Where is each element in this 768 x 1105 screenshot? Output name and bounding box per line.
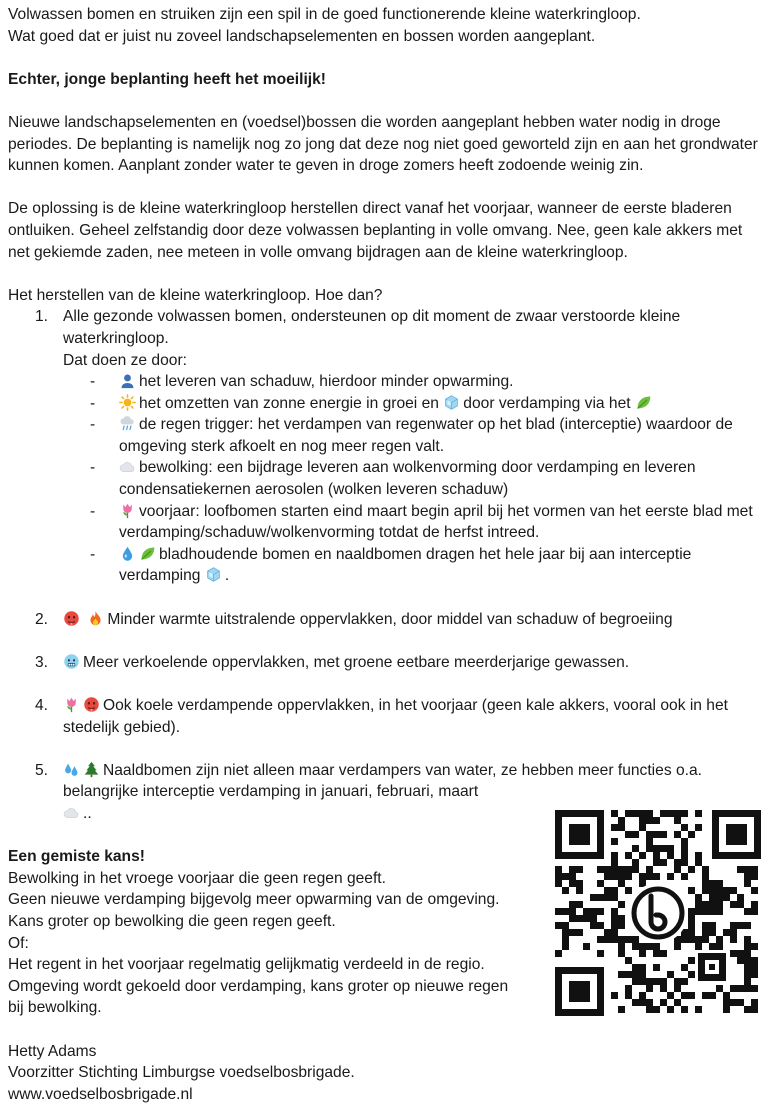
missed-line: Bewolking in het vroege voorjaar die geen regen geeft. [8, 869, 386, 887]
intro-line-1: Volwassen bomen en struiken zijn een spil in de goed functionerende kleine waterkringloop. [8, 6, 641, 23]
fire-icon [87, 610, 104, 627]
missed-line: Het regent in het voorjaar regelmatig gelijkmatig verdeeld in de regio. [8, 956, 485, 974]
sub-list-item: - het omzetten van zonne energie in groei en door verdamping via het [63, 393, 760, 415]
missed-line: Geen nieuwe verdamping bijgevolg meer opwarming van de omgeving. [8, 891, 500, 909]
missed-line: Of: [8, 934, 29, 952]
list-item [8, 609, 760, 652]
sub-item-text: voorjaar: loofbomen starten eind maart begin april bij het vormen van het eerste blad met verdamping/schaduw/wolkenvorming totdat de herfst intreed. [119, 502, 753, 542]
list-number: 2. [35, 610, 49, 628]
sub-item-text: het omzetten van zonne energie in groei en [139, 394, 439, 412]
list-item [8, 695, 760, 760]
missed-chance-section [8, 846, 538, 1105]
signature-role: Voorzitter Stichting Limburgse voedselbosbrigade. [8, 1064, 355, 1082]
list-item-text: Naaldbomen zijn niet alleen maar verdampers van water, ze hebben meer functies o.a. belangrijke interceptie verdamping in januari, februari, maart [63, 761, 702, 801]
sub-list-item: - bladhoudende bomen en naaldbomen dragen het hele jaar bij aan interceptie verdamping . [90, 545, 692, 585]
sun-icon [119, 394, 136, 411]
list-item-text: Minder warmte uitstralende oppervlakken, door middel van schaduw of begroeiing [107, 610, 673, 628]
qr-code-graphic [555, 810, 761, 1016]
qr-code[interactable] [555, 810, 761, 1016]
sub-list-item: - bewolking: een bijdrage leveren aan wolkenvorming door verdamping en leveren condensatiekernen aerosolen (wolken leveren schaduw) [90, 459, 696, 499]
list-subintro: Dat doen ze door: [63, 351, 187, 369]
list-number: 4. [35, 697, 49, 714]
sub-list-item: - de regen trigger: het verdampen van regenwater op het blad (interceptie) waardoor de omgeving sterk afkoelt en nog meer regen valt. [90, 416, 733, 455]
tulip-icon [119, 502, 136, 519]
list-number: 5. [35, 761, 49, 779]
missed-line: Kans groter op bewolking die geen regen geeft. [8, 912, 336, 930]
cloud-icon [119, 458, 136, 475]
sub-list-item: - het leveren van schaduw, hierdoor minder opwarming. [90, 373, 514, 391]
intro-line-2: Wat goed dat er juist nu zoveel landschapselementen en bossen worden aangeplant. [8, 27, 596, 45]
rain-cloud-icon [119, 415, 136, 432]
hot-face-icon [63, 610, 80, 627]
list-item: 5. Naaldbomen zijn niet alleen maar verdampers van water, ze hebben meer functies o.a. belangrijke interceptie verdamping in januari, februari, maart .. [35, 761, 702, 822]
missed-chance-heading: Een gemiste kans! [8, 848, 145, 866]
warning-heading: Echter, jonge beplanting heeft het moeilijk! [8, 70, 326, 88]
paragraph-jonge-beplanting: Nieuwe landschapselementen en (voedsel)bossen die worden aangeplant hebben water nodig in droge periodes. De beplanting is namelijk nog zo jong dat deze nog niet goed geworteld zijn en aan het grondwater kunnen komen. Aanplant zonder water te geven in droge zomers heeft zodoende weinig zin. [8, 113, 758, 175]
paragraph-oplossing: De oplossing is de kleine waterkringloop herstellen direct vanaf het voorjaar, wanneer de eerste bladeren ontluiken. Geheel zelfstandig door deze volwassen beplanting in volle omvang. Nee, geen kale akkers met net gekiemde zaden, nee meteen in volle omvang bijdragen aan de kleine waterkringloop. [8, 200, 743, 261]
signature-name: Hetty Adams [8, 1042, 97, 1060]
list-item-text: Alle gezonde volwassen bomen, ondersteunen op dit moment de zwaar verstoorde kleine waterkringloop. [63, 308, 681, 347]
sub-list-item: - voorjaar: loofbomen starten eind maart begin april bij het vormen van het eerste blad met verdamping/schaduw/wolkenvorming totdat de herfst intreed. [90, 502, 753, 542]
sub-item-text: bladhoudende bomen en naaldbomen dragen het hele jaar bij aan interceptie verdamping [119, 545, 692, 585]
website-link[interactable]: www.voedselbosbrigade.nl [8, 1085, 193, 1103]
cold-face-icon [63, 653, 80, 670]
ice-cube-icon [443, 394, 460, 411]
tulip-icon [63, 696, 80, 713]
list-item-text: Ook koele verdampende oppervlakken, in het voorjaar (geen kale akkers, vooral ook in het stedelijk gebied). [63, 697, 728, 736]
sub-item-text: bewolking: een bijdrage leveren aan wolkenvorming door verdamping en leveren condensatiekernen aerosolen (wolken leveren schaduw) [119, 459, 696, 499]
sub-item-text: het leveren van schaduw, hierdoor minder opwarming. [139, 373, 514, 391]
evergreen-tree-icon [83, 761, 100, 778]
list-number: 1. [35, 308, 49, 326]
sweat-droplets-icon [63, 761, 80, 778]
sub-item-text: door verdamping via het [463, 394, 631, 412]
droplet-icon [119, 545, 136, 562]
sub-list [63, 371, 760, 587]
leaf-icon [139, 545, 156, 562]
ice-cube-icon [205, 566, 222, 583]
list-number: 3. [35, 653, 49, 671]
list-item [8, 652, 760, 695]
list-item-text: Meer verkoelende oppervlakken, met groene eetbare meerderjarige gewassen. [83, 653, 630, 671]
hot-face-icon [83, 696, 100, 713]
missed-line: Omgeving wordt gekoeld door verdamping, kans groter op nieuwe regen bij bewolking. [8, 977, 509, 1017]
person-icon [119, 372, 136, 389]
numbered-list [8, 306, 760, 824]
list-item [8, 306, 760, 608]
list-intro: Het herstellen van de kleine waterkringloop. Hoe dan? [8, 286, 383, 304]
sub-item-text: de regen trigger: het verdampen van regenwater op het blad (interceptie) waardoor de omgeving sterk afkoelt en nog meer regen valt. [119, 416, 733, 455]
bitly-logo [628, 883, 688, 943]
cloud-icon [63, 804, 80, 821]
leaf-icon [635, 394, 652, 411]
